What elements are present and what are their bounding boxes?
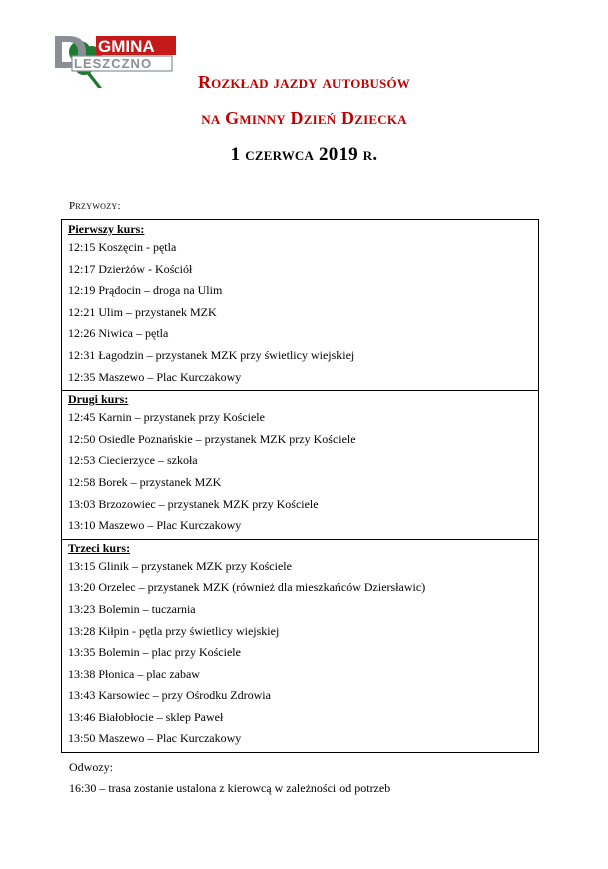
title-line-2: na Gminny Dzień Dziecka (201, 108, 407, 128)
stop-row: 13:15 Glinik – przystanek MZK przy Kościele (68, 558, 292, 573)
stop-row: 12:58 Borek – przystanek MZK (68, 474, 222, 489)
stop-row: 12:50 Osiedle Poznańskie – przystanek MZK przy Kościele (68, 431, 356, 446)
course-section-3 (62, 539, 538, 752)
przywozy-label: Przywozy: (69, 200, 121, 212)
course-heading: Pierwszy kurs: (68, 222, 145, 236)
stop-row: 12:53 Ciecierzyce – szkoła (68, 453, 198, 468)
course-heading: Trzeci kurs: (68, 540, 131, 555)
logo-text-top: GMINA (98, 37, 155, 56)
stop-row: 13:46 Białobłocie – sklep Paweł (68, 709, 224, 724)
stop-row: 13:03 Brzozowiec – przystanek MZK przy Kościele (68, 496, 319, 511)
stop-row: 13:28 Kiłpin - pętla przy świetlicy wiejskiej (68, 623, 280, 638)
odwozy-text: 16:30 – trasa zostanie ustalona z kierowcą w zależności od potrzeb (69, 781, 391, 795)
stop-row: 12:31 Łagodzin – przystanek MZK przy świetlicy wiejskiej (68, 347, 355, 362)
stop-row: 13:10 Maszewo – Plac Kurczakowy (68, 518, 242, 533)
stop-row: 12:45 Karnin – przystanek przy Kościele (68, 410, 265, 425)
title-date: 1 czerwca 2019 r. (230, 144, 378, 165)
title-line-1: Rozkład jazdy autobusów (197, 72, 410, 92)
stop-row: 12:17 Dzierżów - Kościół (68, 261, 193, 276)
stop-row: 13:43 Karsowiec – przy Ośrodku Zdrowia (68, 688, 271, 703)
course-section-1 (62, 221, 538, 390)
stop-row: 13:38 Płonica – plac zabaw (68, 666, 200, 681)
odwozy-label: Odwozy: (69, 760, 113, 774)
course-section-2 (62, 390, 538, 539)
stop-row: 12:19 Prądocin – droga na Ulim (68, 283, 223, 298)
stop-row: 12:15 Koszęcin - pętla (68, 240, 177, 254)
course-heading: Drugi kurs: (68, 392, 129, 407)
stop-row: 13:50 Maszewo – Plac Kurczakowy (68, 731, 242, 746)
stop-row: 13:20 Orzelec – przystanek MZK (również dla mieszkańców Dziersławic) (68, 580, 426, 595)
stop-row: 13:35 Bolemin – plac przy Kościele (68, 645, 241, 660)
stop-row: 13:23 Bolemin – tuczarnia (68, 601, 196, 616)
logo-text-bottom: LESZCZNO (74, 56, 153, 71)
stop-row: 12:21 Ulim – przystanek MZK (68, 304, 217, 319)
schedule-table (61, 219, 539, 753)
stop-row: 12:35 Maszewo – Plac Kurczakowy (68, 369, 242, 384)
stop-row: 12:26 Niwica – pętla (68, 326, 169, 341)
